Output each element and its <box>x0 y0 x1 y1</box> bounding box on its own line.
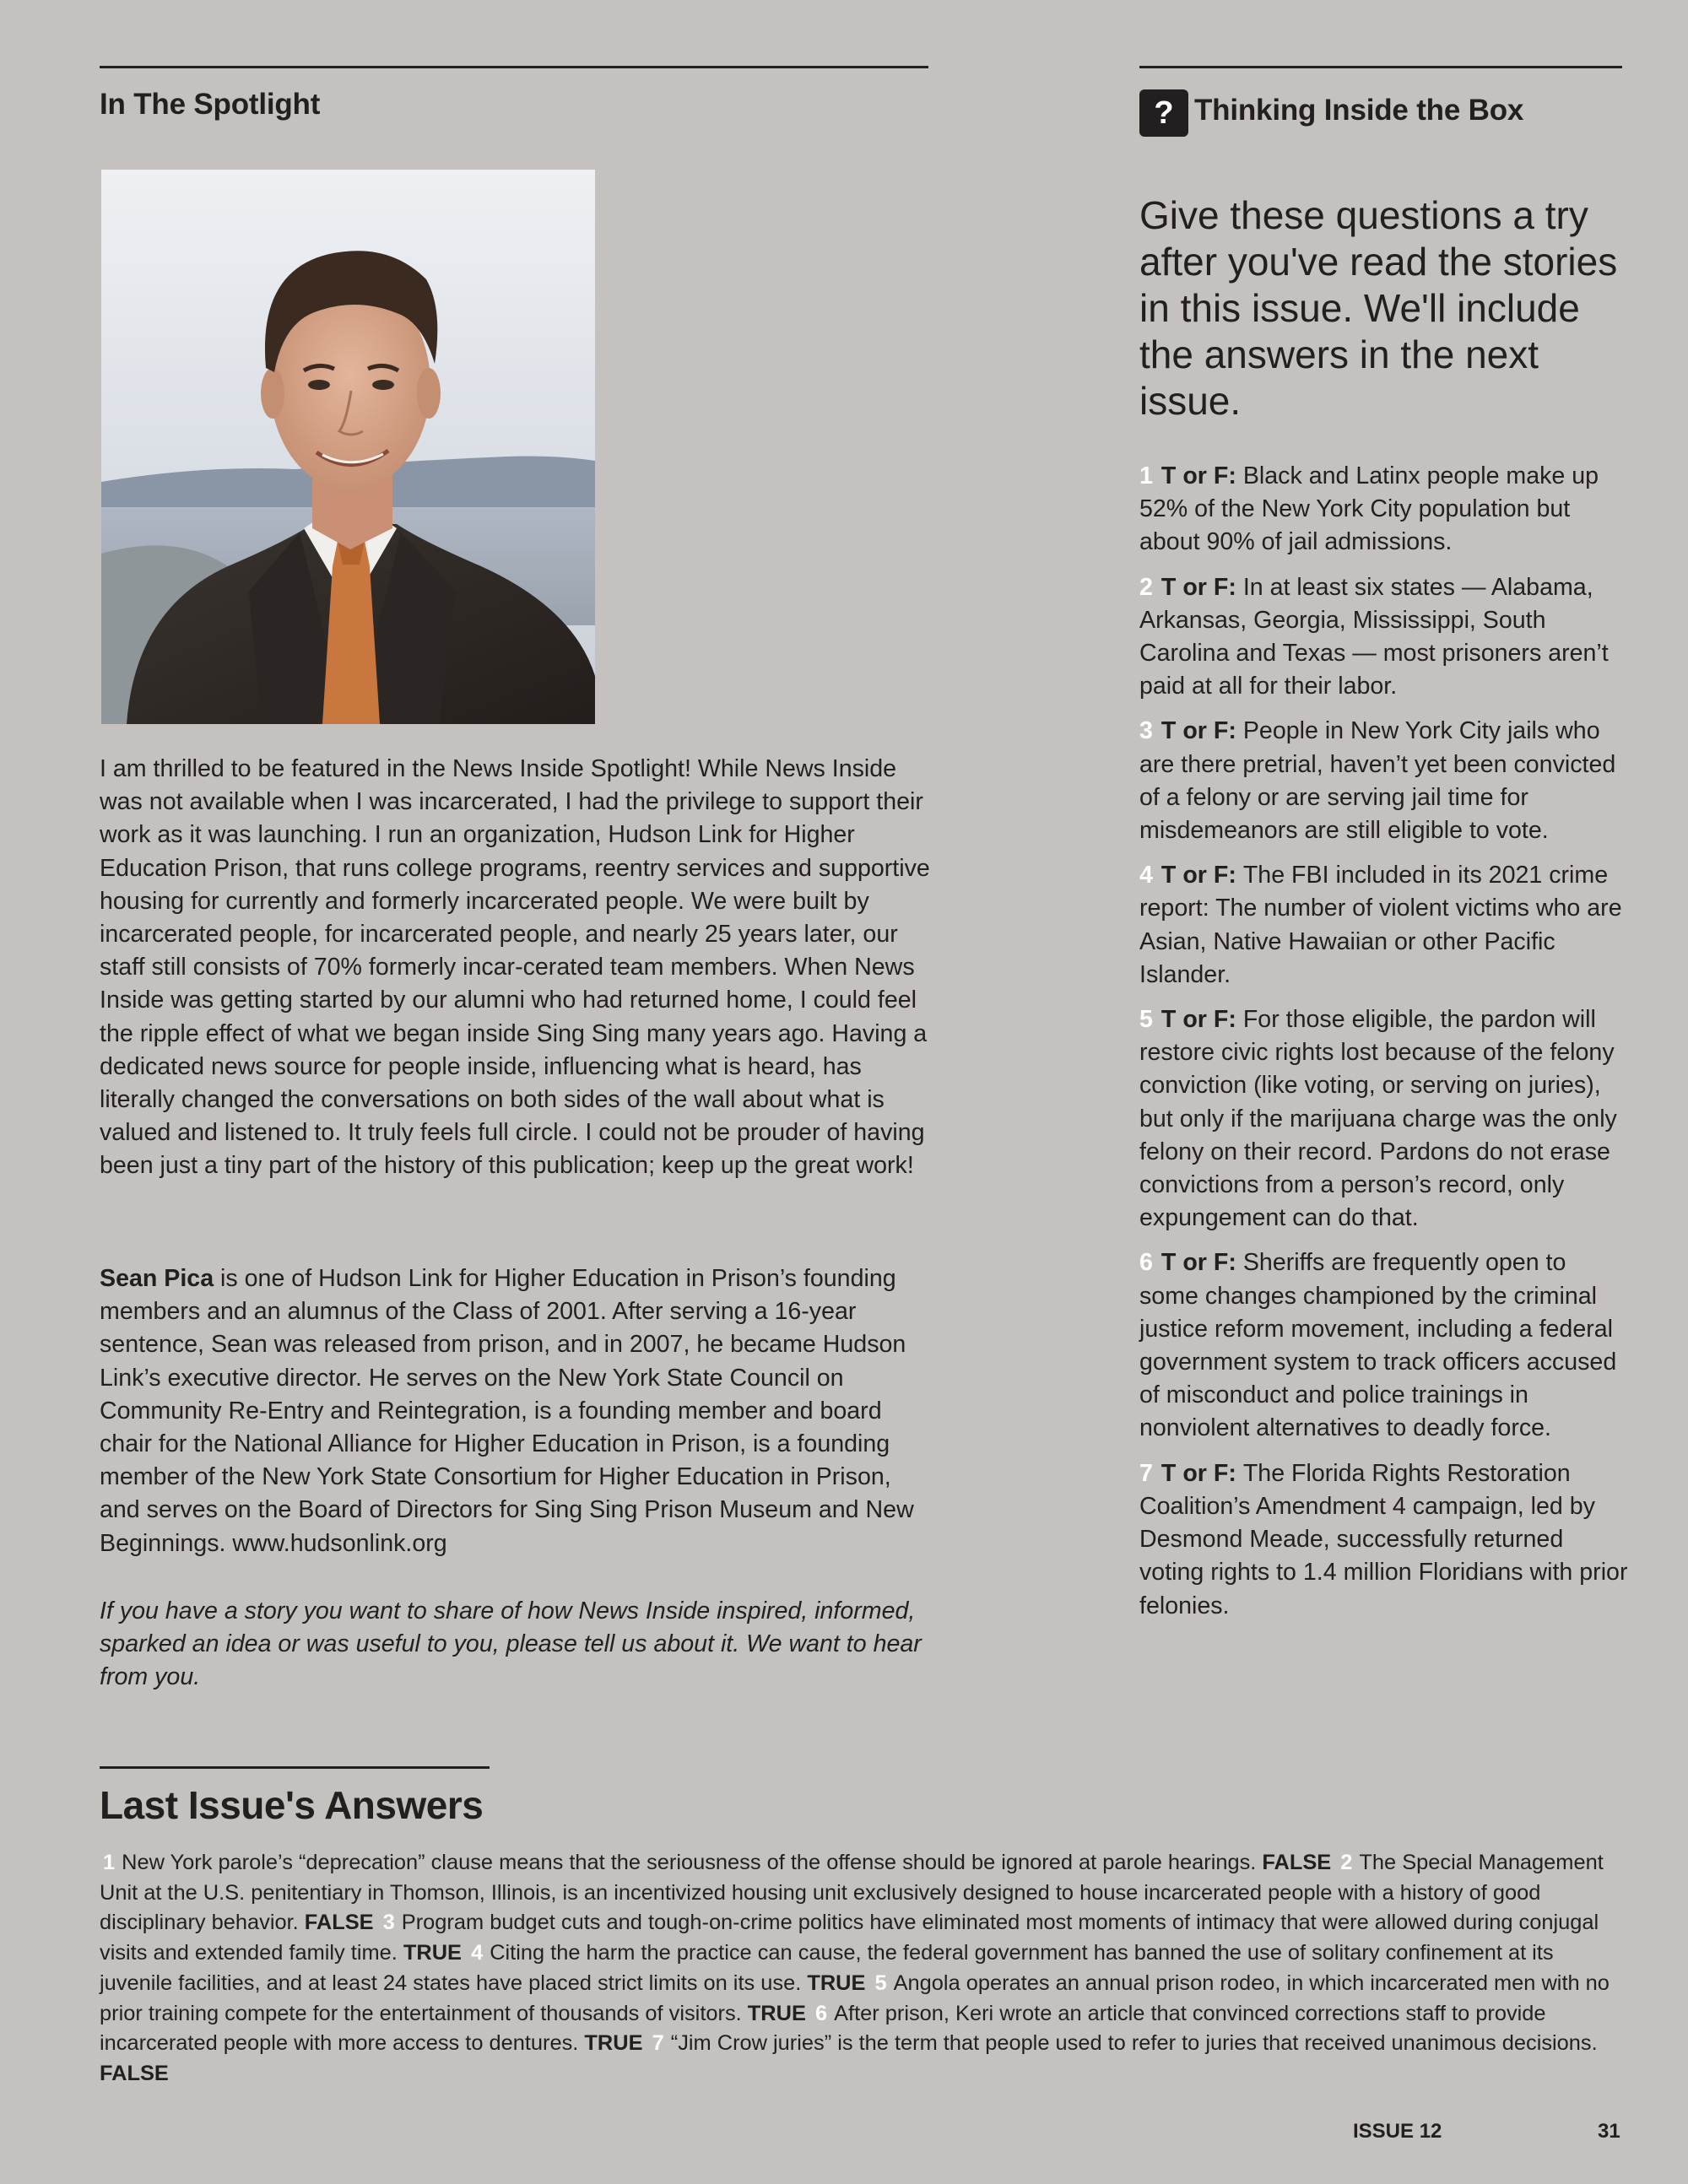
true-or-false-label: T or F: <box>1160 1459 1236 1487</box>
answer-statement: The Special Management Unit at the U.S. penitentiary in Thomson, Illinois, is an incentivized housing unit exclusively designed to house incarcerated people with a history of good disciplinary behavior. <box>100 1851 1604 1935</box>
answer-statement: Program budget cuts and tough-on-crime politics have eliminated most moments of intimacy that were allowed during conjugal visits and extended family time. <box>100 1911 1599 1965</box>
answer-verdict: TRUE <box>807 1970 866 1995</box>
question-text: The FBI included in its 2021 crime report: The number of violent victims who are Asian, Native Hawaiian or other Pacific Islander. <box>1139 862 1622 988</box>
question-text: In at least six states — Alabama, Arkansas, Georgia, Mississippi, South Carolina and Texas — most prisoners aren’t paid at all for their labor. <box>1139 573 1609 700</box>
answer-number: 7 <box>652 2031 664 2056</box>
question-text: Sheriffs are frequently open to some changes championed by the criminal justice reform movement, including a federal government system to track officers accused of misconduct and police trainings in nonviolent alternatives to deadly force. <box>1139 1249 1617 1442</box>
answer-number: 4 <box>471 1941 484 1965</box>
question-number: 4 <box>1139 862 1153 889</box>
box-top-rule <box>1139 66 1622 68</box>
answer-statement: Angola operates an annual prison rodeo, in which incarcerated men with no prior training compete for the entertainment of thousands of visitors. <box>100 1970 1610 2025</box>
question-number: 3 <box>1139 717 1153 745</box>
portrait-photo <box>101 170 595 724</box>
question-number: 2 <box>1139 573 1153 601</box>
page-number: 31 <box>1598 2120 1620 2143</box>
question-item <box>1139 1457 1629 1623</box>
answer-number: 2 <box>1340 1851 1353 1874</box>
question-item <box>1139 1003 1629 1235</box>
answers-paragraph <box>100 1848 1619 2089</box>
true-or-false-label: T or F: <box>1160 462 1236 489</box>
question-item <box>1139 715 1629 847</box>
answer-verdict: TRUE <box>403 1941 462 1965</box>
answer-verdict: TRUE <box>747 2001 806 2025</box>
question-number: 5 <box>1139 1006 1153 1034</box>
question-text: People in New York City jails who are there pretrial, haven’t yet been convicted of a felony or are serving jail time for misdemeanors are still eligible to vote. <box>1139 717 1616 845</box>
question-text: For those eligible, the pardon will restore civic rights lost because of the felony conviction (like voting, or serving on juries), but only if the marijuana charge was the only felony on their record. Pardons do not erase convictions from a person’s record, only expungement can do that. <box>1139 1006 1617 1232</box>
answer-statement: Citing the harm the practice can cause, the federal government has banned the use of solitary confinement at its juvenile facilities, and at least 24 states have placed strict limits on its use. <box>100 1941 1554 1995</box>
true-or-false-label: T or F: <box>1160 1006 1236 1034</box>
question-text: Black and Latinx people make up 52% of the New York City population but about 90% of jail admissions. <box>1139 462 1599 556</box>
bio-text: is one of Hudson Link for Higher Education in Prison’s founding members and an alumnus of the Class of 2001. After serving a 16-year sentence, Sean was released from prison, and in 2007, he became Hudson Link’s executive director. He serves on the New York State Council on Community Re-Entry and Reintegration, is a founding member and board chair for the National Alliance for Higher Education in Prison, is a founding member of the New York State Consortium for Higher Education in Prison, and serves on the Board of Directors for Sing Sing Prison Museum and New Beginnings. www.hudsonlink.org <box>100 1265 914 1557</box>
question-item <box>1139 859 1629 992</box>
question-number: 6 <box>1139 1249 1153 1277</box>
answer-statement: After prison, Keri wrote an article that convinced corrections staff to provide incarcerated people with more access to dentures. <box>100 2001 1546 2056</box>
answer-statement: “Jim Crow juries” is the term that people used to refer to juries that received unanimous decisions. <box>670 2031 1598 2056</box>
answer-verdict: FALSE <box>100 2061 169 2085</box>
answer-number: 3 <box>382 1911 395 1935</box>
issue-label: ISSUE 12 <box>1353 2120 1442 2143</box>
answer-number: 1 <box>103 1851 116 1874</box>
question-number: 1 <box>1139 462 1153 489</box>
box-title: Thinking Inside the Box <box>1194 94 1524 127</box>
bio-name: Sean Pica <box>100 1265 214 1292</box>
true-or-false-label: T or F: <box>1160 862 1236 889</box>
story-invitation: If you have a story you want to share of how News Inside inspired, informed, sparked an idea or was useful to you, please tell us about it. We want to hear from you. <box>100 1597 922 1691</box>
question-text: The Florida Rights Restoration Coalition’s Amendment 4 campaign, led by Desmond Meade, successfully returned voting rights to 1.4 million Floridians with prior felonies. <box>1139 1459 1628 1619</box>
answers-top-rule <box>100 1766 490 1769</box>
answer-verdict: FALSE <box>1262 1851 1332 1874</box>
question-item <box>1139 571 1629 704</box>
box-intro: Give these questions a try after you've read the stories in this issue. We'll include the answers in the next issue. <box>1139 193 1618 423</box>
answer-verdict: FALSE <box>304 1911 374 1935</box>
question-number: 7 <box>1139 1459 1153 1487</box>
answer-verdict: TRUE <box>584 2031 643 2056</box>
bio-paragraph <box>100 1262 931 1560</box>
true-or-false-label: T or F: <box>1160 573 1236 601</box>
spotlight-body: I am thrilled to be featured in the News Inside Spotlight! While News Inside was not available when I was incarcerated, I had the privilege to support their work as it was launching. I run an organization, Hudson Link for Higher Education Prison, that runs college programs, reentry services and supportive housing for currently and formerly incarcerated people. We were built by incarcerated people, for incarcerated people, and nearly 25 years later, our staff still consists of 70% formerly incar-cerated team members. When News Inside was getting started by our alumni who had returned home, I could feel the ripple effect of what we began inside Sing Sing many years ago. Having a dedicated news source for people inside, influencing what is heard, has literally changed the conversations on both sides of the wall about what is valued and listened to. It truly feels full circle. I could not be prouder of having been just a tiny part of the history of this publication; keep up the great work! <box>100 755 930 1180</box>
answer-statement: New York parole’s “deprecation” clause means that the seriousness of the offense should be ignored at parole hearings. <box>122 1851 1257 1874</box>
answers-title: Last Issue's Answers <box>100 1783 484 1827</box>
spotlight-title: In The Spotlight <box>100 88 321 121</box>
question-mark-icon: ? <box>1139 89 1188 137</box>
answer-number: 6 <box>814 2001 828 2025</box>
question-item <box>1139 1246 1629 1445</box>
true-or-false-label: T or F: <box>1160 717 1236 745</box>
spotlight-top-rule <box>100 66 928 68</box>
answer-number: 5 <box>874 1970 887 1995</box>
true-or-false-label: T or F: <box>1160 1249 1236 1277</box>
question-list <box>1139 460 1629 1635</box>
question-item <box>1139 460 1629 560</box>
